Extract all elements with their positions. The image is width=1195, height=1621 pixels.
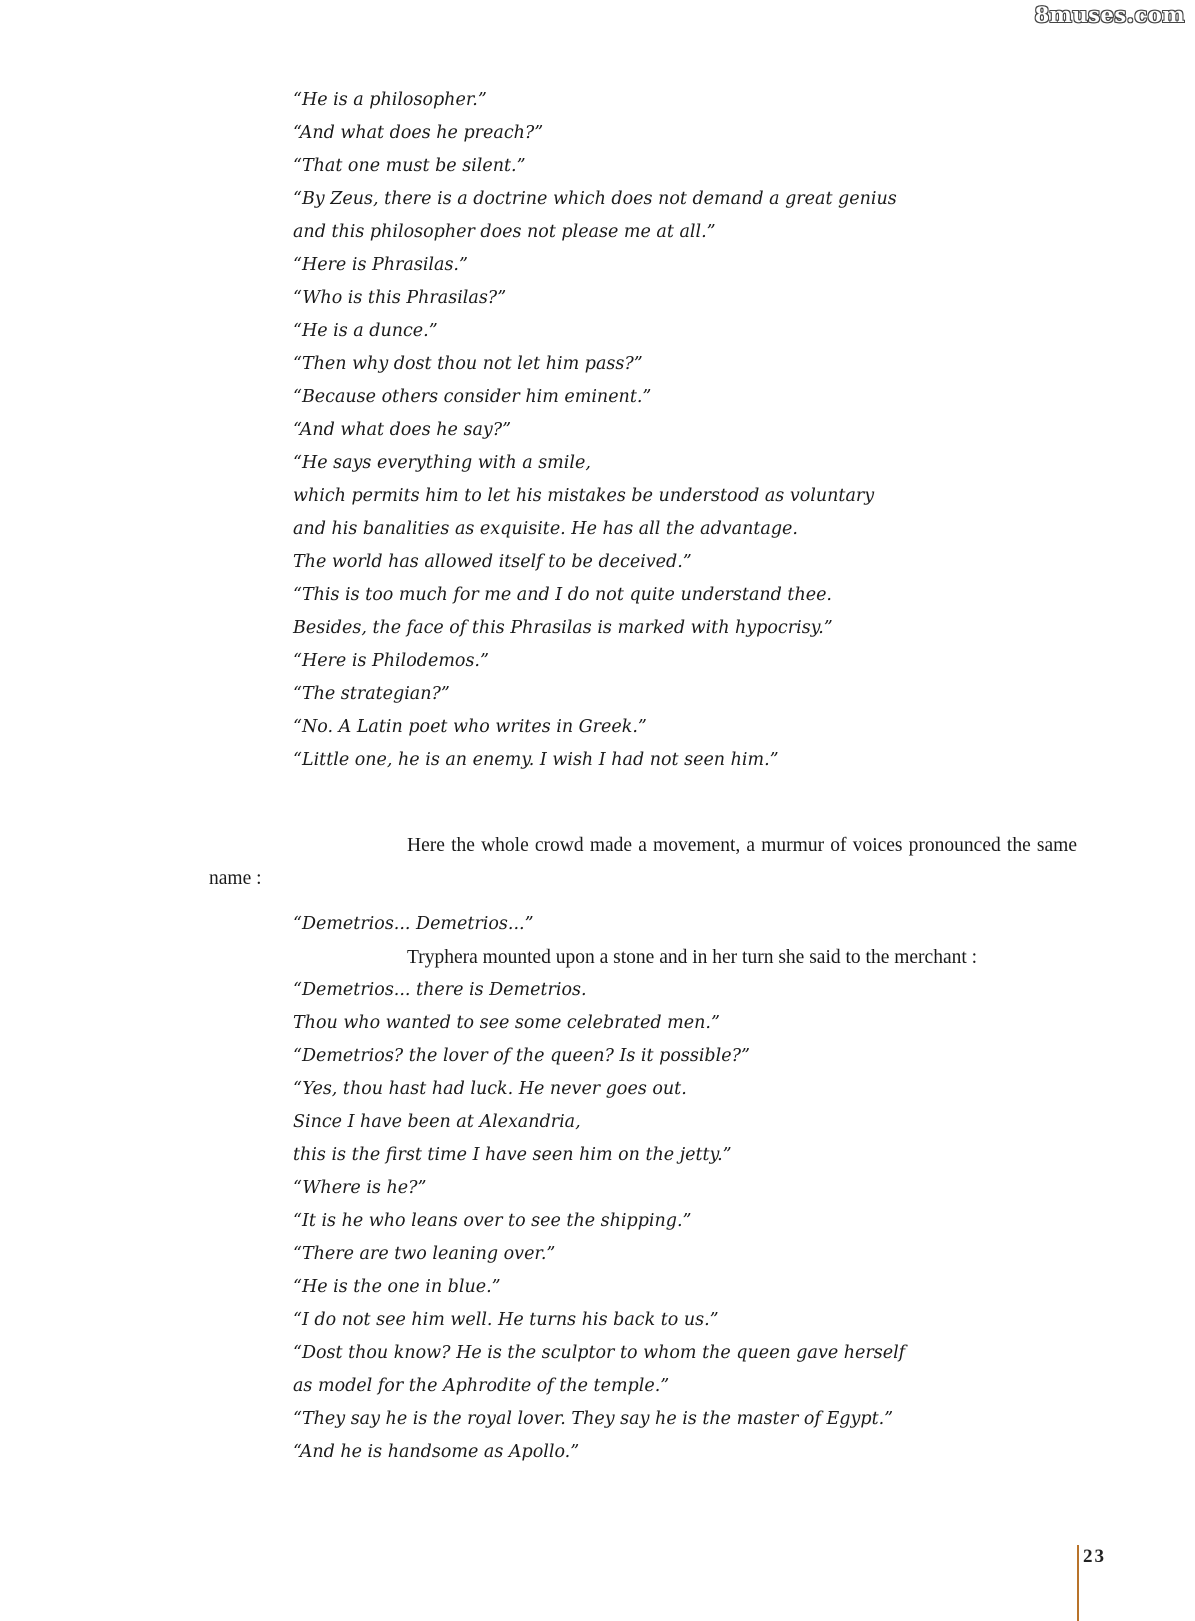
page-number: 23: [1083, 1546, 1106, 1567]
dialogue-line: which permits him to let his mistakes be understood as voluntary: [293, 486, 875, 506]
dialogue-line: “And what does he say?”: [293, 420, 512, 440]
dialogue-line: “Little one, he is an enemy. I wish I had not seen him.”: [293, 750, 779, 770]
dialogue-line: “Demetrios... Demetrios...”: [293, 914, 534, 934]
dialogue-line: “Where is he?”: [293, 1178, 427, 1198]
dialogue-line: as model for the Aphrodite of the temple.”: [293, 1376, 670, 1396]
dialogue-line: and this philosopher does not please me at all.”: [293, 222, 716, 242]
dialogue-line: and his banalities as exquisite. He has all the advantage.: [293, 519, 798, 539]
dialogue-line: “The strategian?”: [293, 684, 450, 704]
dialogue-line: “Demetrios? the lover of the queen? Is it possible?”: [293, 1046, 750, 1066]
dialogue-line: “This is too much for me and I do not quite understand thee.: [293, 585, 832, 605]
dialogue-line: “And what does he preach?”: [293, 123, 544, 143]
dialogue-line: “By Zeus, there is a doctrine which does not demand a great genius: [293, 189, 897, 209]
dialogue-line: “It is he who leans over to see the shipping.”: [293, 1211, 692, 1231]
dialogue-line: this is the first time I have seen him on the jetty.”: [293, 1145, 732, 1165]
dialogue-line: “He says everything with a smile,: [293, 453, 591, 473]
page-number-rule: [1077, 1545, 1079, 1621]
dialogue-line: Besides, the face of this Phrasilas is marked with hypocrisy.”: [293, 618, 833, 638]
narration-line: Tryphera mounted upon a stone and in her turn she said to the merchant :: [407, 947, 978, 968]
dialogue-line: “No. A Latin poet who writes in Greek.”: [293, 717, 647, 737]
dialogue-line: “They say he is the royal lover. They say he is the master of Egypt.”: [293, 1409, 894, 1429]
dialogue-line: “He is the one in blue.”: [293, 1277, 501, 1297]
dialogue-line: “He is a dunce.”: [293, 321, 438, 341]
dialogue-line: “Then why dost thou not let him pass?”: [293, 354, 643, 374]
dialogue-line: Since I have been at Alexandria,: [293, 1112, 581, 1132]
dialogue-line: “Dost thou know? He is the sculptor to whom the queen gave herself: [293, 1343, 906, 1363]
dialogue-line: “Here is Phrasilas.”: [293, 255, 468, 275]
dialogue-line: “Because others consider him eminent.”: [293, 387, 652, 407]
dialogue-line: Thou who wanted to see some celebrated men.”: [293, 1013, 720, 1033]
dialogue-block-bottom: [293, 908, 977, 1469]
dialogue-line: “Yes, thou hast had luck. He never goes out.: [293, 1079, 687, 1099]
dialogue-block-top: [293, 84, 897, 777]
dialogue-line: “There are two leaning over.”: [293, 1244, 556, 1264]
dialogue-line: “I do not see him well. He turns his back to us.”: [293, 1310, 719, 1330]
dialogue-line: “Demetrios... there is Demetrios.: [293, 980, 587, 1000]
dialogue-line: “That one must be silent.”: [293, 156, 526, 176]
dialogue-line: “Here is Philodemos.”: [293, 651, 489, 671]
narrative-paragraph: Here the whole crowd made a movement, a murmur of voices pronounced the same name :: [209, 834, 1077, 889]
dialogue-line: “Who is this Phrasilas?”: [293, 288, 507, 308]
dialogue-line: “He is a philosopher.”: [293, 90, 487, 110]
dialogue-line: “And he is handsome as Apollo.”: [293, 1442, 580, 1462]
site-watermark: 8muses.com: [1034, 2, 1185, 27]
dialogue-line: The world has allowed itself to be deceived.”: [293, 552, 692, 572]
